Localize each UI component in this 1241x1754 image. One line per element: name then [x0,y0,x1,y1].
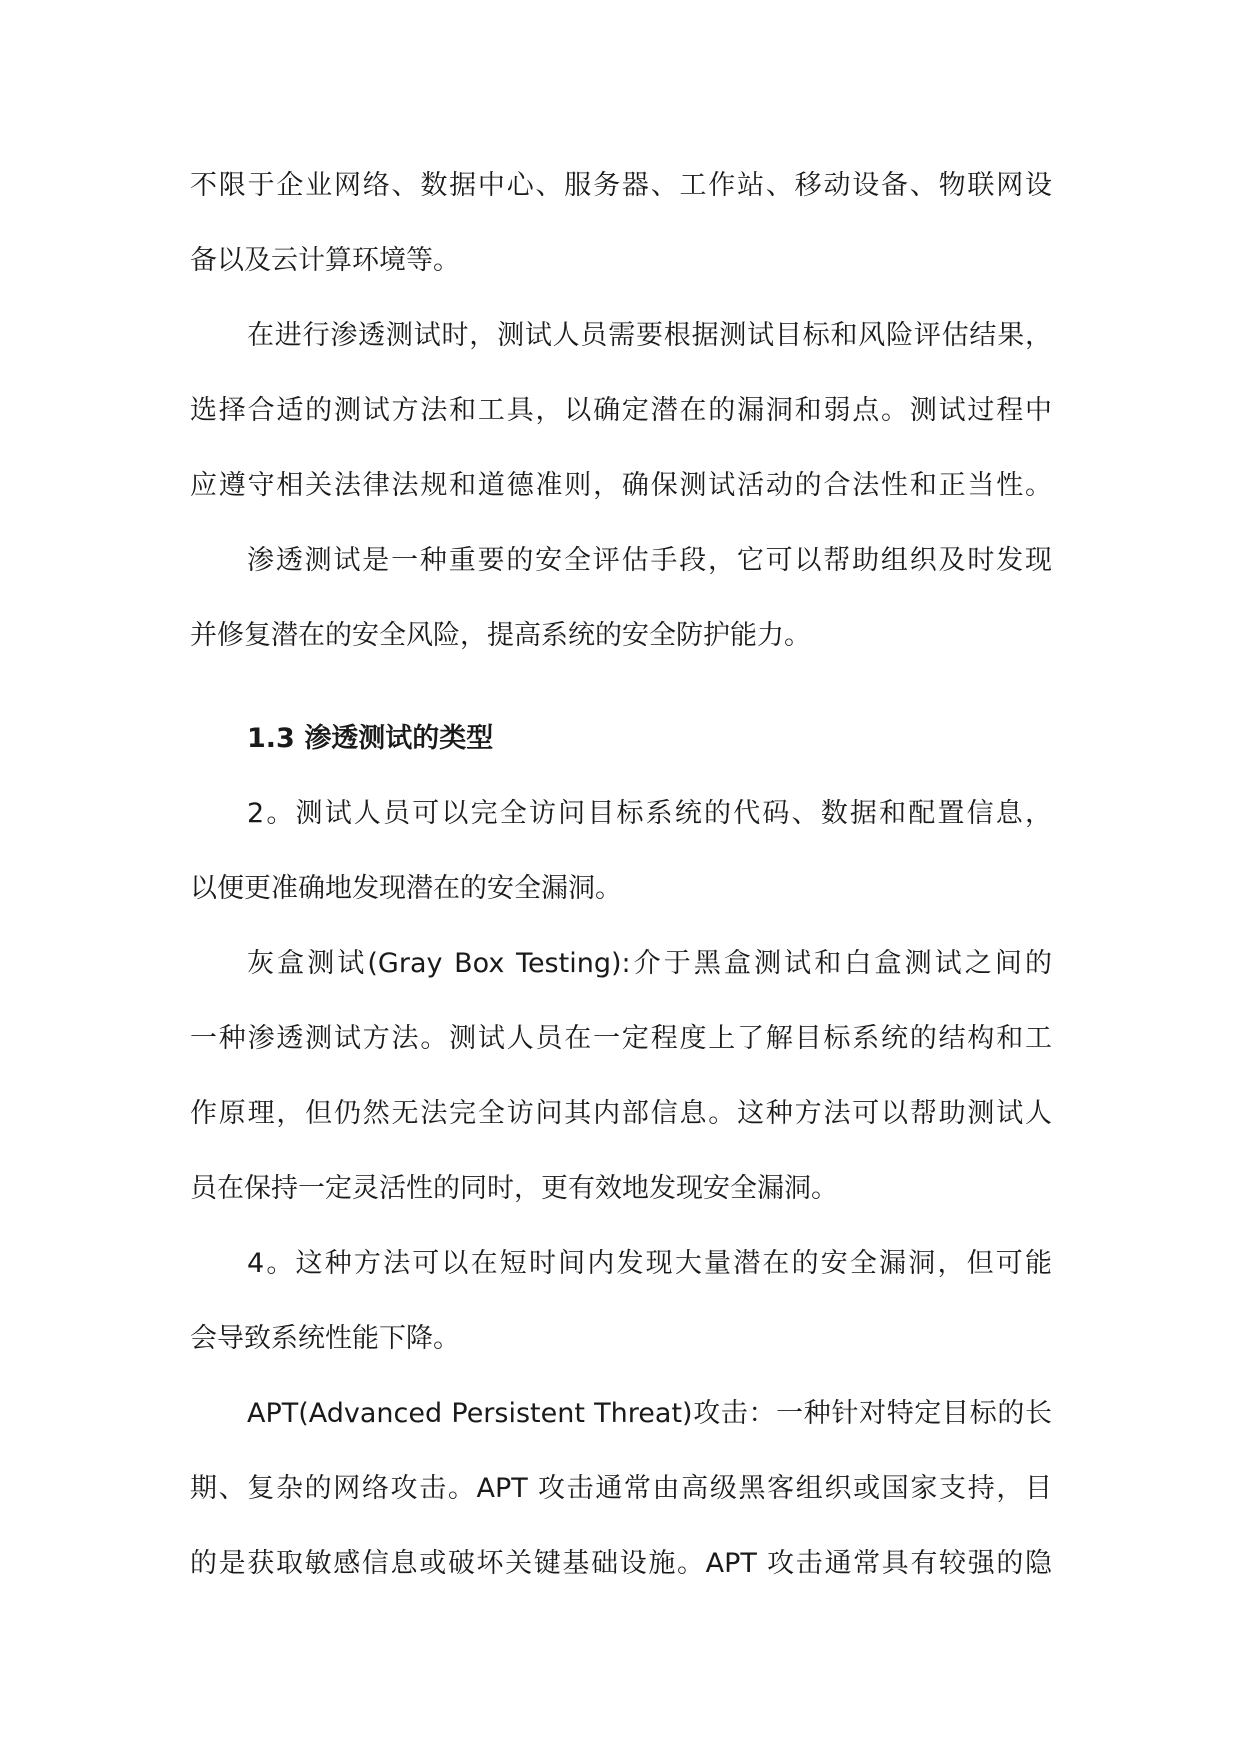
text-line: 的是获取敏感信息或破坏关键基础设施。APT 攻击通常具有较强的隐 [190,1548,1052,1579]
text-line: 选择合适的测试方法和工具，以确定潜在的漏洞和弱点。测试过程中 [190,395,1052,426]
text-line: 以便更准确地发现潜在的安全漏洞。 [190,873,622,904]
text-line: 在进行渗透测试时，测试人员需要根据测试目标和风险评估结果， [247,320,1052,351]
text-line: 4。这种方法可以在短时间内发现大量潜在的安全漏洞，但可能 [247,1248,1052,1279]
section-heading: 1.3 渗透测试的类型 [247,723,494,754]
paragraph [190,298,1052,523]
paragraph [190,1376,1052,1601]
text-line: 渗透测试是一种重要的安全评估手段，它可以帮助组织及时发现 [247,545,1052,576]
text-line: 作原理，但仍然无法完全访问其内部信息。这种方法可以帮助测试人 [190,1098,1052,1129]
text-line: 备以及云计算环境等。 [190,245,460,276]
text-line: 并修复潜在的安全风险，提高系统的安全防护能力。 [190,620,811,651]
text-line: 期、复杂的网络攻击。APT 攻击通常由高级黑客组织或国家支持，目 [190,1473,1052,1504]
text-line: 2。测试人员可以完全访问目标系统的代码、数据和配置信息， [247,798,1052,829]
text-line: 灰盒测试(Gray Box Testing):介于黑盒测试和白盒测试之间的 [247,948,1052,979]
paragraph [190,1226,1052,1376]
text-line: 应遵守相关法律法规和道德准则，确保测试活动的合法性和正当性。 [190,470,1052,501]
text-line: 员在保持一定灵活性的同时，更有效地发现安全漏洞。 [190,1173,838,1204]
text-line: 会导致系统性能下降。 [190,1323,460,1354]
paragraph [190,523,1052,673]
paragraph [190,148,1052,298]
paragraph [190,776,1052,926]
text-line: 不限于企业网络、数据中心、服务器、工作站、移动设备、物联网设 [190,170,1052,201]
document-body [190,148,1052,1601]
text-line: APT(Advanced Persistent Threat)攻击：一种针对特定目标的长 [247,1398,1052,1429]
paragraph [190,926,1052,1226]
text-line: 一种渗透测试方法。测试人员在一定程度上了解目标系统的结构和工 [190,1023,1052,1054]
